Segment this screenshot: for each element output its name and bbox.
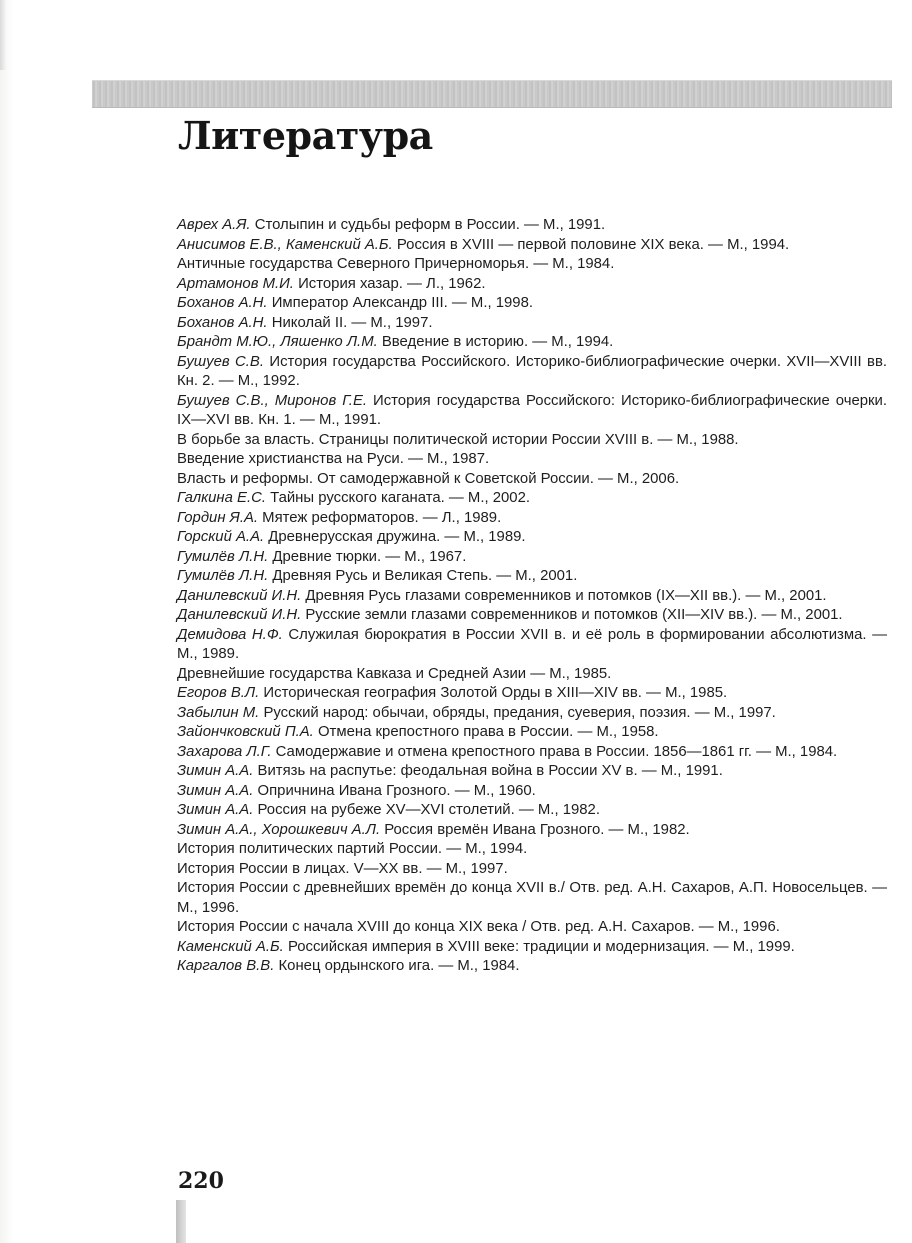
entry-work: Россия на рубеже XV—XVI столетий. — М., 1982.: [253, 802, 600, 818]
entry-authors: Зимин А.А.: [177, 802, 254, 818]
bibliography-entry: [177, 567, 887, 587]
entry-authors: Каргалов В.В.: [177, 958, 275, 974]
bibliography-entry: [177, 470, 887, 490]
bibliography-entry: [177, 743, 887, 763]
page-number: 220: [178, 1168, 224, 1194]
bibliography-entry: [177, 431, 887, 451]
entry-authors: Гордин Я.А.: [177, 509, 259, 526]
entry-work: Николай II. — М., 1997.: [267, 314, 433, 331]
bibliography-entry: [177, 665, 887, 685]
bibliography-entry: [177, 216, 887, 236]
entry-work: История России с начала XVIII до конца XIX века / Отв. ред. А.Н. Сахаров. — М., 1996.: [177, 919, 780, 935]
bibliography-entry: [177, 255, 887, 275]
entry-work: Столыпин и судьбы реформ в России. — М., 1991.: [250, 217, 606, 233]
entry-work: Введение христианства на Руси. — М., 1987.: [177, 451, 490, 467]
bibliography-entry: [177, 704, 887, 724]
entry-authors: Горский А.А.: [177, 529, 265, 545]
entry-work: Русский народ: обычаи, обряды, предания, суеверия, поэзия. — М., 1997.: [259, 704, 776, 721]
header-decorative-band: [92, 80, 892, 108]
bibliography-entry: [177, 275, 887, 295]
entry-work: Служилая бюрократия в России XVII в. и её роль в формировании абсолютизма. — М., 1989.: [177, 626, 887, 662]
entry-authors: Захарова Л.Г.: [177, 743, 272, 760]
entry-authors: Каменский А.Б.: [177, 938, 284, 955]
entry-authors: Забылин М.: [177, 704, 260, 721]
bibliography-entry: [177, 918, 887, 938]
entry-work: История России в лицах. V—XX вв. — М., 1997.: [177, 860, 508, 877]
entry-work: Витязь на распутье: феодальная война в России XV в. — М., 1991.: [253, 763, 723, 779]
entry-authors: Бушуев С.В.: [177, 353, 265, 370]
entry-work: Древнейшие государства Кавказа и Средней Азии — М., 1985.: [177, 665, 612, 682]
bibliography-entry: [177, 587, 887, 607]
bibliography-entry: [177, 606, 887, 626]
entry-work: Конец ордынского ига. — М., 1984.: [274, 958, 520, 974]
entry-work: Древняя Русь глазами современников и потомков (IX—XII вв.). — М., 2001.: [301, 587, 827, 604]
bibliography-entry: [177, 938, 887, 958]
entry-authors: Зайончковский П.А.: [177, 724, 314, 740]
entry-work: История политических партий России. — М., 1994.: [177, 841, 528, 857]
bibliography-entry: [177, 957, 887, 977]
entry-authors: Аврех А.Я.: [177, 217, 251, 233]
entry-authors: Боханов А.Н.: [177, 314, 268, 331]
entry-authors: Галкина Е.С.: [177, 490, 267, 506]
entry-work: История государства Российского: Историко-библиографические очерки. IX—XVI вв. Кн. 1. — М., 1991.: [177, 392, 887, 428]
page-edge-shadow: [0, 0, 6, 70]
entry-work: Император Александр III. — М., 1998.: [267, 295, 534, 311]
entry-authors: Егоров В.Л.: [177, 685, 260, 701]
bibliography-entry: [177, 801, 887, 821]
bibliography-entry: [177, 821, 887, 841]
entry-authors: Зимин А.А.: [177, 763, 254, 779]
bibliography-entry: [177, 353, 887, 392]
entry-work: Отмена крепостного права в России. — М., 1958.: [313, 724, 659, 740]
entry-work: Мятеж реформаторов. — Л., 1989.: [258, 509, 502, 526]
entry-work: Российская империя в XVIII веке: традиции и модернизация. — М., 1999.: [283, 938, 795, 955]
bibliography-entry: [177, 684, 887, 704]
entry-authors: Демидова Н.Ф.: [177, 626, 283, 643]
entry-authors: Анисимов Е.В., Каменский А.Б.: [177, 236, 393, 253]
entry-authors: Артамонов М.И.: [177, 275, 294, 292]
entry-authors: Бушуев С.В., Миронов Г.Е.: [177, 392, 368, 409]
bibliography-entry: [177, 782, 887, 802]
bibliography-entry: [177, 450, 887, 470]
entry-work: Самодержавие и отмена крепостного права в России. 1856—1861 гг. — М., 1984.: [271, 743, 838, 760]
entry-work: Историческая география Золотой Орды в XIII—XIV вв. — М., 1985.: [259, 685, 728, 701]
bibliography-entry: [177, 548, 887, 568]
entry-work: Введение в историю. — М., 1994.: [377, 334, 614, 350]
entry-work: Россия в XVIII — первой половине XIX века. — М., 1994.: [392, 236, 790, 253]
entry-authors: Боханов А.Н.: [177, 295, 268, 311]
bibliography-entry: [177, 723, 887, 743]
entry-work: В борьбе за власть. Страницы политической истории России XVIII в. — М., 1988.: [177, 431, 739, 448]
bibliography-entry: [177, 392, 887, 431]
bibliography-entry: [177, 860, 887, 880]
bibliography-entry: [177, 528, 887, 548]
entry-work: Древние тюрки. — М., 1967.: [268, 548, 467, 565]
entry-work: Власть и реформы. От самодержавной к Советской России. — М., 2006.: [177, 470, 680, 487]
entry-work: История России с древнейших времён до конца XVII в./ Отв. ред. А.Н. Сахаров, А.П. Новосельцев. — М., 1996.: [177, 880, 887, 916]
entry-work: Тайны русского каганата. — М., 2002.: [266, 490, 531, 506]
bibliography-entry: [177, 879, 887, 918]
entry-authors: Гумилёв Л.Н.: [177, 548, 269, 565]
entry-authors: Данилевский И.Н.: [177, 587, 302, 604]
entry-work: Русские земли глазами современников и потомков (XII—XIV вв.). — М., 2001.: [301, 607, 843, 623]
entry-authors: Данилевский И.Н.: [177, 607, 302, 623]
bibliography-entry: [177, 314, 887, 334]
entry-work: История хазар. — Л., 1962.: [293, 275, 486, 292]
bibliography-entry: [177, 626, 887, 665]
entry-authors: Зимин А.А.: [177, 782, 254, 799]
entry-authors: Гумилёв Л.Н.: [177, 568, 269, 584]
entry-authors: Брандт М.Ю., Ляшенко Л.М.: [177, 334, 378, 350]
bibliography-entry: [177, 840, 887, 860]
bibliography-entry: [177, 762, 887, 782]
entry-work: Россия времён Ивана Грозного. — М., 1982.: [380, 821, 690, 838]
entry-work: История государства Российского. Историко-библиографические очерки. XVII—XVIII вв. Кн. 2. — М., 1992.: [177, 353, 887, 389]
bibliography-list: [177, 216, 887, 977]
entry-work: Древняя Русь и Великая Степь. — М., 2001.: [268, 568, 578, 584]
page-title: Литература: [178, 113, 433, 158]
entry-work: Опричнина Ивана Грозного. — М., 1960.: [253, 782, 536, 799]
entry-authors: Зимин А.А., Хорошкевич А.Л.: [177, 821, 381, 838]
binding-edge-mark: [176, 1200, 186, 1243]
bibliography-entry: [177, 509, 887, 529]
bibliography-entry: [177, 489, 887, 509]
bibliography-entry: [177, 294, 887, 314]
entry-work: Древнерусская дружина. — М., 1989.: [264, 529, 526, 545]
bibliography-entry: [177, 236, 887, 256]
entry-work: Античные государства Северного Причерноморья. — М., 1984.: [177, 256, 615, 272]
bibliography-entry: [177, 333, 887, 353]
